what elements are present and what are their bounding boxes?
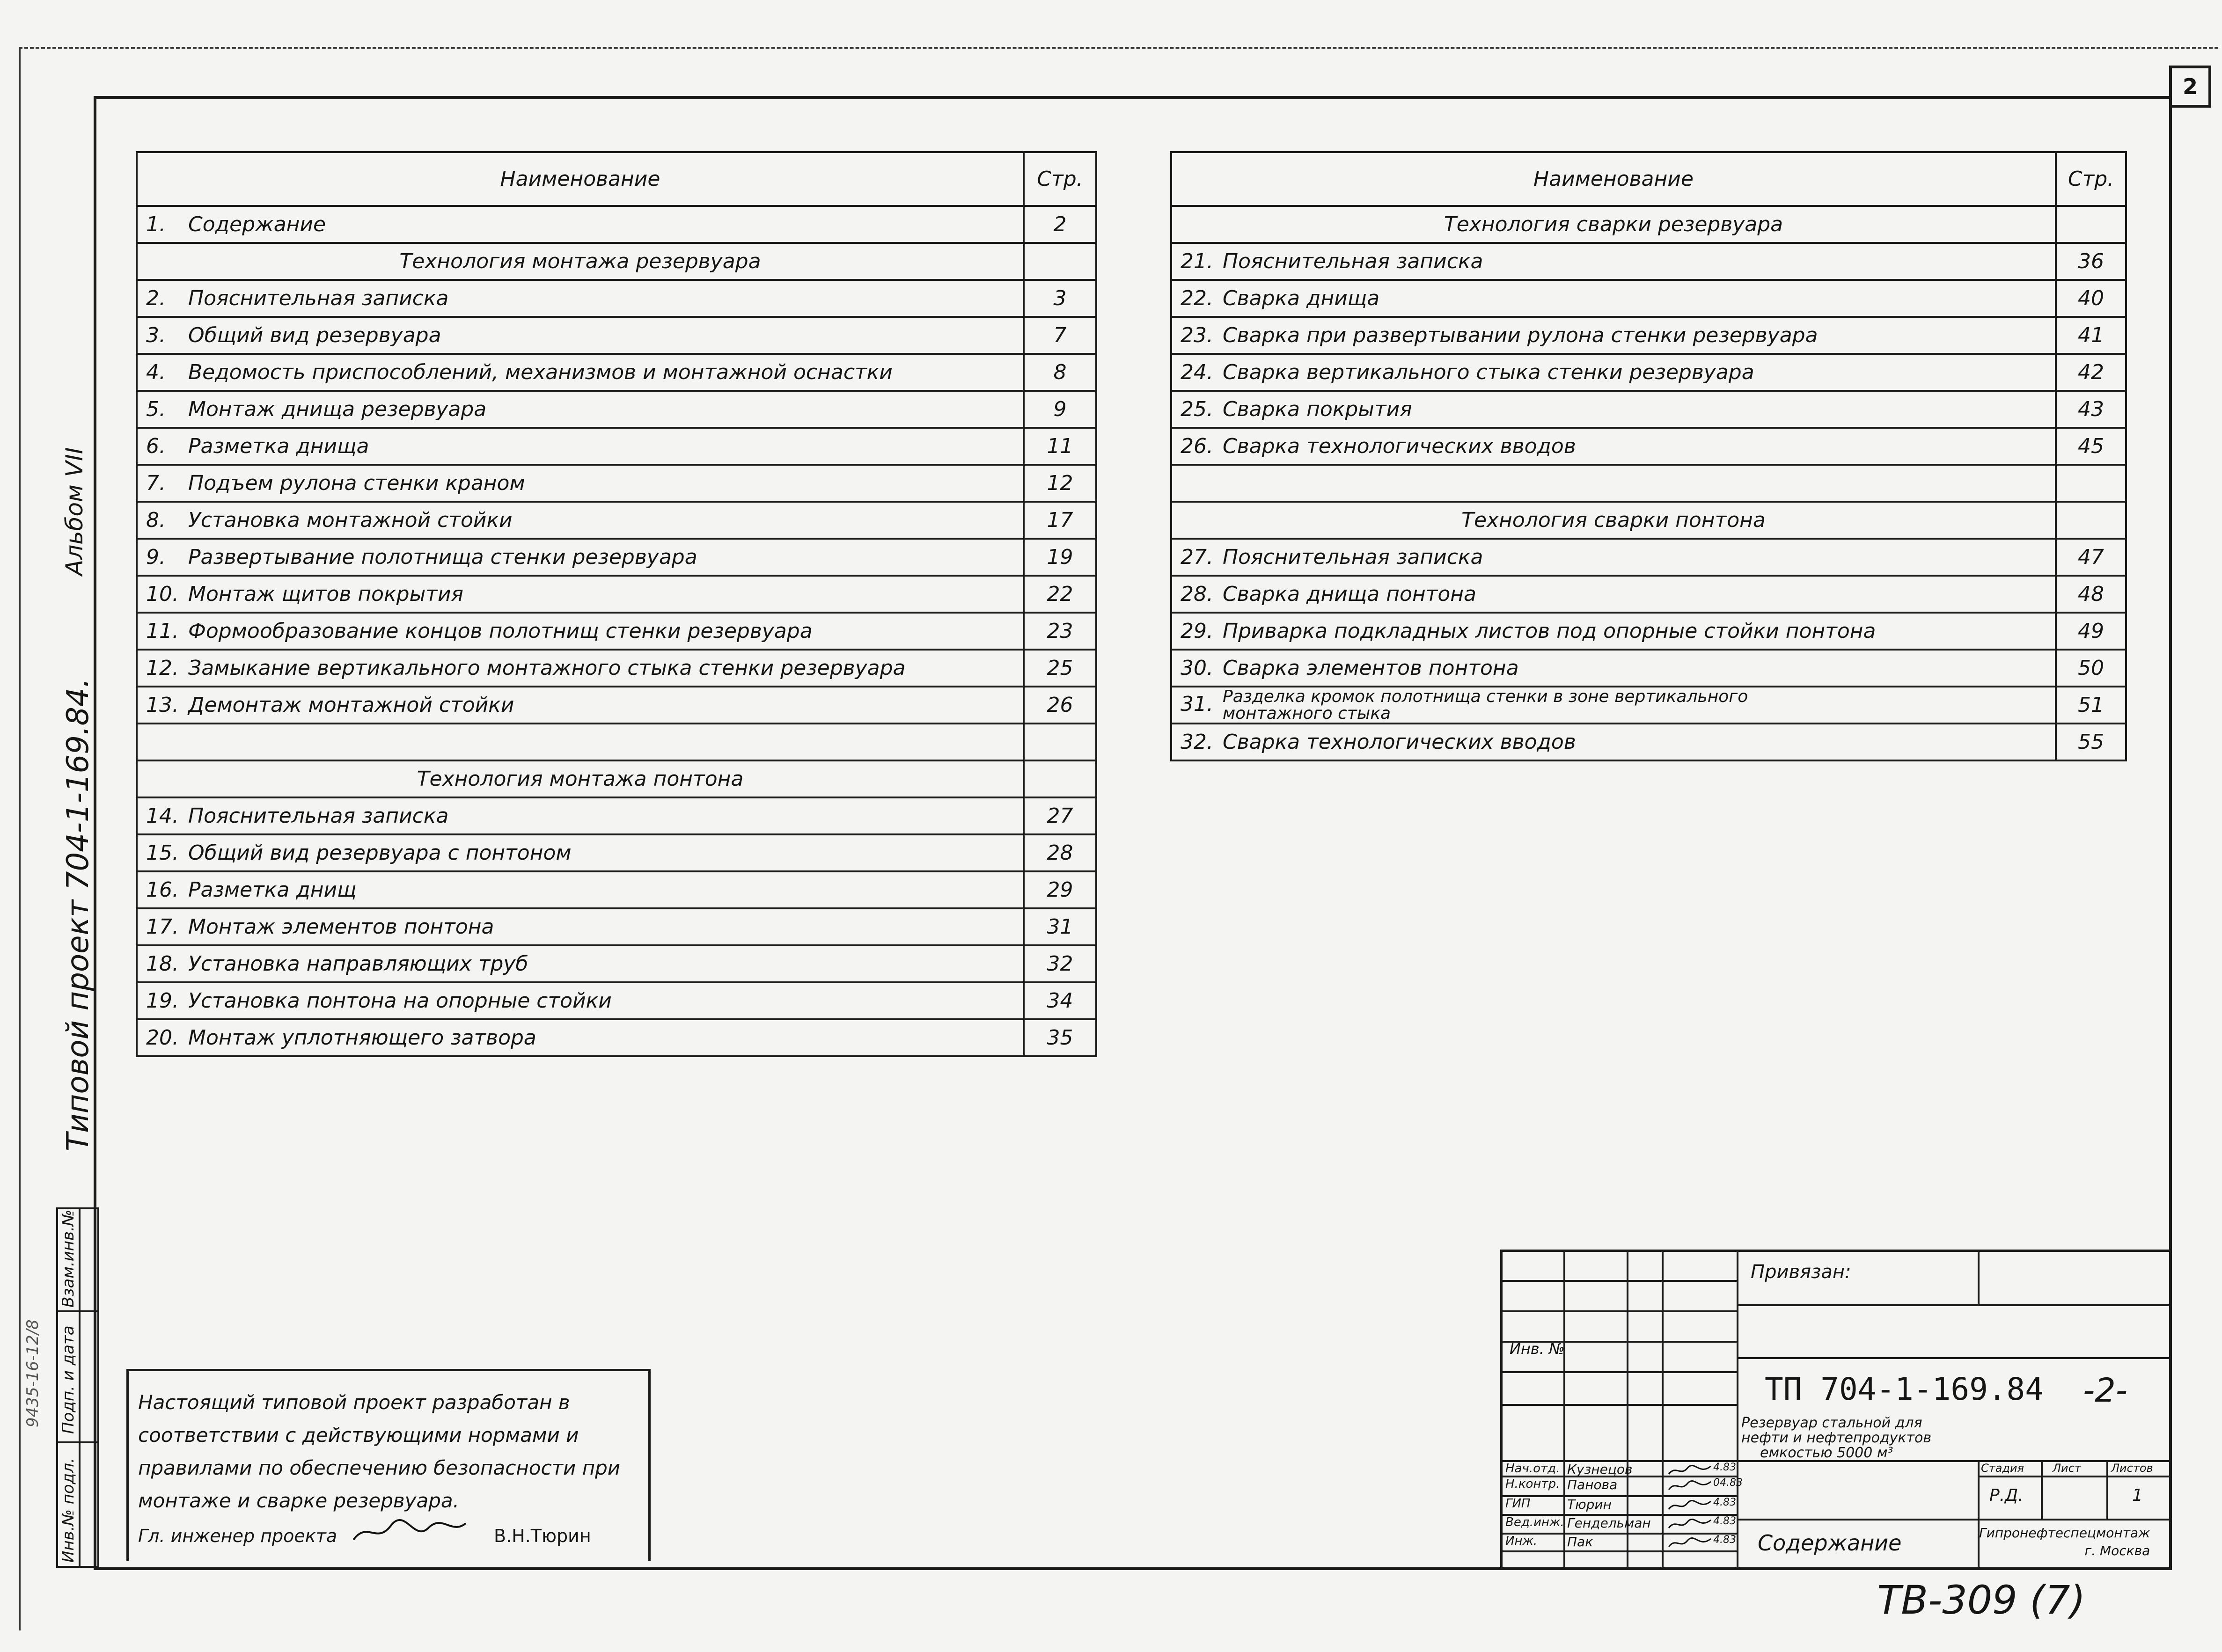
table-row — [137, 280, 1096, 317]
sheet-mark: -2- — [2083, 1371, 2128, 1410]
item-number: 17. — [146, 915, 179, 939]
sign-date: 4.83 — [1713, 1534, 1736, 1546]
table-row — [1171, 280, 2126, 317]
item-title: Пояснительная записка — [188, 286, 449, 310]
page-number: 45 — [2056, 428, 2126, 465]
item-cell — [137, 650, 1024, 687]
item-title: Сварка элементов понтона — [1223, 656, 1519, 680]
item-cell — [137, 502, 1024, 539]
item-number: 27. — [1181, 545, 1213, 569]
page-number: 42 — [2056, 354, 2126, 391]
item-cell — [1171, 243, 2056, 280]
page-number: 55 — [2056, 724, 2126, 760]
page-number: 35 — [1024, 1019, 1096, 1056]
table-row — [137, 834, 1096, 871]
note-line: Настоящий типовой проект разработан в — [138, 1391, 570, 1414]
signer-name: Кузнецов — [1567, 1462, 1633, 1477]
table-row — [137, 539, 1096, 576]
item-title: Установка понтона на опорные стойки — [188, 989, 612, 1013]
table-row — [1171, 687, 2126, 724]
header-name: Наименование — [137, 152, 1024, 206]
table-row — [137, 354, 1096, 391]
header-page: Стр. — [2056, 152, 2126, 206]
item-title: Сварка днища — [1223, 286, 1380, 310]
item-cell — [137, 391, 1024, 428]
item-cell — [137, 871, 1024, 908]
table-row — [137, 576, 1096, 613]
item-number: 3. — [146, 323, 166, 347]
page-number: 12 — [1024, 465, 1096, 502]
org-name: Гипронефтеспецмонтаж — [1979, 1525, 2150, 1541]
item-title: Приварка подкладных листов под опорные стойки понтона — [1223, 619, 1876, 643]
item-cell — [137, 797, 1024, 834]
archive-mark: ТВ-309 (7) — [1877, 1577, 2086, 1623]
signer-role: Инж. — [1505, 1534, 1538, 1548]
item-cell — [137, 428, 1024, 465]
page-number: 25 — [1024, 650, 1096, 687]
item-title: Монтаж уплотняющего затвора — [188, 1026, 536, 1050]
item-number: 25. — [1181, 397, 1213, 421]
item-number: 8. — [146, 508, 166, 532]
item-title: Установка направляющих труб — [188, 952, 528, 976]
page-number: 48 — [2056, 576, 2126, 613]
table-row — [1171, 317, 2126, 354]
title-block — [1500, 1250, 2172, 1570]
item-cell — [137, 539, 1024, 576]
item-title-line: Разделка кромок полотнища стенки в зоне вертикального — [1223, 687, 1748, 706]
description-line: Резервуар стальной для — [1741, 1415, 1922, 1431]
page-number: 23 — [1024, 613, 1096, 650]
page-number: 28 — [1024, 834, 1096, 871]
table-row — [1171, 613, 2126, 650]
table-row — [137, 317, 1096, 354]
page-number: 47 — [2056, 539, 2126, 576]
table-row — [137, 945, 1096, 982]
item-number: 7. — [146, 471, 166, 495]
signer-name: Пак — [1567, 1534, 1593, 1550]
object-description — [1741, 1416, 1931, 1461]
table-header — [137, 152, 1096, 206]
item-title: Ведомость приспособлений, механизмов и монтажной оснастки — [188, 360, 893, 384]
item-number: 18. — [146, 952, 179, 976]
item-title-line: монтажного стыка — [1223, 703, 1391, 723]
item-cell — [1171, 687, 2056, 724]
chief-engineer-label: Гл. инженер проекта — [138, 1526, 337, 1546]
section-title: Технология сварки резервуара — [1171, 206, 2056, 243]
table-row — [137, 687, 1096, 724]
item-cell — [1171, 280, 2056, 317]
sheet-number: 2 — [2169, 66, 2211, 108]
note-line: соответствии с действующими нормами и — [138, 1424, 579, 1447]
page-number: 51 — [2056, 687, 2126, 724]
page-number: 17 — [1024, 502, 1096, 539]
item-cell — [1171, 317, 2056, 354]
blank-cell — [137, 724, 1024, 760]
page-number: 26 — [1024, 687, 1096, 724]
table-row — [137, 391, 1096, 428]
section-title: Технология сварки понтона — [1171, 502, 2056, 539]
item-cell — [137, 1019, 1024, 1056]
page-number: 49 — [2056, 613, 2126, 650]
item-number: 10. — [146, 582, 179, 606]
page-cell — [1024, 760, 1096, 797]
signature-mark — [1666, 1516, 1713, 1532]
page-number: 27 — [1024, 797, 1096, 834]
note-line: правилами по обеспечению безопасности при — [138, 1456, 621, 1479]
item-number: 1. — [146, 212, 166, 236]
page-number: 7 — [1024, 317, 1096, 354]
page-number: 41 — [2056, 317, 2126, 354]
item-title: Сварка вертикального стыка стенки резервуара — [1223, 360, 1754, 384]
page-number: 3 — [1024, 280, 1096, 317]
project-label: Типовой проект 704-1-169.84. — [61, 678, 95, 1151]
item-cell — [137, 982, 1024, 1019]
signature-mark — [1666, 1498, 1713, 1513]
item-number: 2. — [146, 286, 166, 310]
item-title: Общий вид резервуара — [188, 323, 441, 347]
item-number: 11. — [146, 619, 179, 643]
table-row — [137, 650, 1096, 687]
album-label: Альбом VII — [61, 447, 88, 576]
page-cell — [2056, 502, 2126, 539]
page-number: 43 — [2056, 391, 2126, 428]
item-cell — [1171, 613, 2056, 650]
item-number: 30. — [1181, 656, 1213, 680]
item-title: Разметка днищ — [188, 878, 357, 902]
project-code: ТП 704-1-169.84 — [1765, 1371, 2044, 1407]
blank-row — [1171, 465, 2126, 502]
sign-date: 4.83 — [1713, 1497, 1736, 1508]
item-title: Пояснительная записка — [1223, 249, 1483, 273]
table-row — [137, 465, 1096, 502]
page-number: 19 — [1024, 539, 1096, 576]
page-cell — [1024, 243, 1096, 280]
strip-label-inv: Инв.№ подл. — [59, 1458, 78, 1563]
page-number: 34 — [1024, 982, 1096, 1019]
item-number: 31. — [1181, 692, 1213, 716]
page-number: 22 — [1024, 576, 1096, 613]
item-cell — [137, 945, 1024, 982]
page-number: 8 — [1024, 354, 1096, 391]
archive-stamp: 9435-16-12/8 — [23, 1319, 42, 1427]
chief-engineer-name: В.Н.Тюрин — [494, 1526, 591, 1546]
item-number: 15. — [146, 841, 179, 865]
inv-label: Инв. № — [1510, 1340, 1565, 1358]
table-row — [1171, 576, 2126, 613]
section-title: Технология монтажа резервуара — [137, 243, 1024, 280]
org-city: г. Москва — [2084, 1543, 2150, 1558]
signer-role: Вед.инж. — [1505, 1515, 1564, 1529]
item-number: 16. — [146, 878, 179, 902]
signature-mark — [1666, 1535, 1713, 1551]
project-note — [126, 1369, 651, 1561]
item-cell — [137, 280, 1024, 317]
signature-mark — [1666, 1462, 1713, 1478]
signature-mark — [349, 1516, 470, 1549]
stage-label: Стадия — [1981, 1462, 2024, 1475]
signer-name: Гендельман — [1567, 1515, 1651, 1531]
item-number: 12. — [146, 656, 179, 680]
item-title: Сварка при развертывании рулона стенки резервуара — [1223, 323, 1818, 347]
table-row — [137, 613, 1096, 650]
strip-label-replace: Взам.инв.№ — [59, 1209, 78, 1308]
table-body — [1171, 152, 2126, 760]
page-number: 29 — [1024, 871, 1096, 908]
table-row — [137, 1019, 1096, 1056]
item-cell — [1171, 391, 2056, 428]
blank-row — [137, 724, 1096, 760]
stage-value: Р.Д. — [1989, 1486, 2024, 1505]
table-row — [1171, 391, 2126, 428]
item-title: Формообразование концов полотнищ стенки резервуара — [188, 619, 813, 643]
item-number: 29. — [1181, 619, 1213, 643]
header-name: Наименование — [1171, 152, 2056, 206]
item-title: Демонтаж монтажной стойки — [188, 693, 514, 717]
table-row — [1171, 650, 2126, 687]
header-page: Стр. — [1024, 152, 1096, 206]
item-cell — [137, 576, 1024, 613]
item-title: Установка монтажной стойки — [188, 508, 513, 532]
approval-strip — [56, 1207, 99, 1568]
item-number: 19. — [146, 989, 179, 1013]
section-row — [1171, 206, 2126, 243]
signer-role: Н.контр. — [1505, 1477, 1560, 1491]
organization — [1979, 1524, 2150, 1560]
sign-date: 4.83 — [1713, 1462, 1736, 1473]
item-title: Сварка покрытия — [1223, 397, 1412, 421]
item-number: 4. — [146, 360, 166, 384]
section-row — [137, 760, 1096, 797]
page-number: 31 — [1024, 908, 1096, 945]
table-row — [137, 502, 1096, 539]
page-cell — [2056, 206, 2126, 243]
item-title: Монтаж элементов понтона — [188, 915, 494, 939]
item-title: Монтаж щитов покрытия — [188, 582, 464, 606]
item-number: 9. — [146, 545, 166, 569]
item-number: 22. — [1181, 286, 1213, 310]
page-number: 40 — [2056, 280, 2126, 317]
item-title: Развертывание полотнища стенки резервуара — [188, 545, 697, 569]
item-number: 21. — [1181, 249, 1213, 273]
description-line: нефти и нефтепродуктов — [1741, 1430, 1932, 1446]
item-cell — [137, 613, 1024, 650]
page-number: 50 — [2056, 650, 2126, 687]
item-title: Разметка днища — [188, 434, 369, 458]
item-number: 26. — [1181, 434, 1213, 458]
item-number: 24. — [1181, 360, 1213, 384]
page-number: 9 — [1024, 391, 1096, 428]
item-cell — [137, 908, 1024, 945]
table-row — [137, 982, 1096, 1019]
item-title: Подъем рулона стенки краном — [188, 471, 525, 495]
table-row — [1171, 724, 2126, 760]
page-number: 32 — [1024, 945, 1096, 982]
table-row — [137, 908, 1096, 945]
item-cell — [1171, 354, 2056, 391]
sheets-label: Листов — [2111, 1462, 2153, 1475]
item-number: 32. — [1181, 730, 1213, 754]
table-row — [1171, 428, 2126, 465]
strip-label-sign: Подп. и дата — [59, 1325, 78, 1434]
sign-date: 04.83 — [1713, 1477, 1743, 1489]
item-cell — [137, 317, 1024, 354]
table-row — [1171, 354, 2126, 391]
page-number: 11 — [1024, 428, 1096, 465]
blank-cell — [1171, 465, 2056, 502]
contents-table-right — [1170, 151, 2127, 761]
item-number: 23. — [1181, 323, 1213, 347]
signer-name: Тюрин — [1567, 1497, 1612, 1512]
signer-role: ГИП — [1505, 1497, 1531, 1511]
item-number: 6. — [146, 434, 166, 458]
item-cell — [137, 687, 1024, 724]
section-title: Технология монтажа понтона — [137, 760, 1024, 797]
document-title: Содержание — [1758, 1530, 1902, 1556]
item-number: 5. — [146, 397, 166, 421]
table-row — [1171, 243, 2126, 280]
item-number: 28. — [1181, 582, 1213, 606]
signer-name: Панова — [1567, 1477, 1618, 1492]
sign-date: 4.83 — [1713, 1515, 1736, 1527]
item-cell — [1171, 576, 2056, 613]
table-row — [137, 428, 1096, 465]
page-number: 36 — [2056, 243, 2126, 280]
item-title: Замыкание вертикального монтажного стыка стенки резервуара — [188, 656, 906, 680]
table-body — [137, 152, 1096, 1056]
table-row — [137, 206, 1096, 243]
item-cell — [1171, 650, 2056, 687]
item-title: Сварка днища понтона — [1223, 582, 1476, 606]
item-title: Содержание — [188, 212, 326, 236]
section-row — [1171, 502, 2126, 539]
item-cell — [1171, 724, 2056, 760]
item-number: 14. — [146, 804, 179, 828]
table-row — [1171, 539, 2126, 576]
bound-label: Привязан: — [1751, 1261, 1851, 1283]
signer-role: Нач.отд. — [1505, 1462, 1560, 1476]
description-line: емкостью 5000 м³ — [1760, 1445, 1893, 1461]
item-number: 13. — [146, 693, 179, 717]
section-row — [137, 243, 1096, 280]
item-cell — [137, 206, 1024, 243]
blank-cell — [1024, 724, 1096, 760]
item-cell — [137, 465, 1024, 502]
item-title: Пояснительная записка — [188, 804, 449, 828]
item-title: Сварка технологических вводов — [1223, 730, 1576, 754]
note-line: монтаже и сварке резервуара. — [138, 1489, 459, 1512]
item-title: Общий вид резервуара с понтоном — [188, 841, 572, 865]
table-row — [137, 797, 1096, 834]
item-number: 20. — [146, 1026, 179, 1050]
item-title — [1223, 688, 1748, 722]
item-cell — [137, 834, 1024, 871]
table-header — [1171, 152, 2126, 206]
table-row — [137, 871, 1096, 908]
blank-cell — [2056, 465, 2126, 502]
sheet-label: Лист — [2053, 1462, 2081, 1475]
signature-mark — [1666, 1478, 1713, 1494]
page-number: 2 — [1024, 206, 1096, 243]
item-title: Пояснительная записка — [1223, 545, 1483, 569]
item-cell — [1171, 539, 2056, 576]
contents-table-left — [136, 151, 1097, 1057]
item-cell — [1171, 428, 2056, 465]
sheets-value: 1 — [2132, 1486, 2143, 1505]
item-title: Сварка технологических вводов — [1223, 434, 1576, 458]
item-title: Монтаж днища резервуара — [188, 397, 487, 421]
item-cell — [137, 354, 1024, 391]
